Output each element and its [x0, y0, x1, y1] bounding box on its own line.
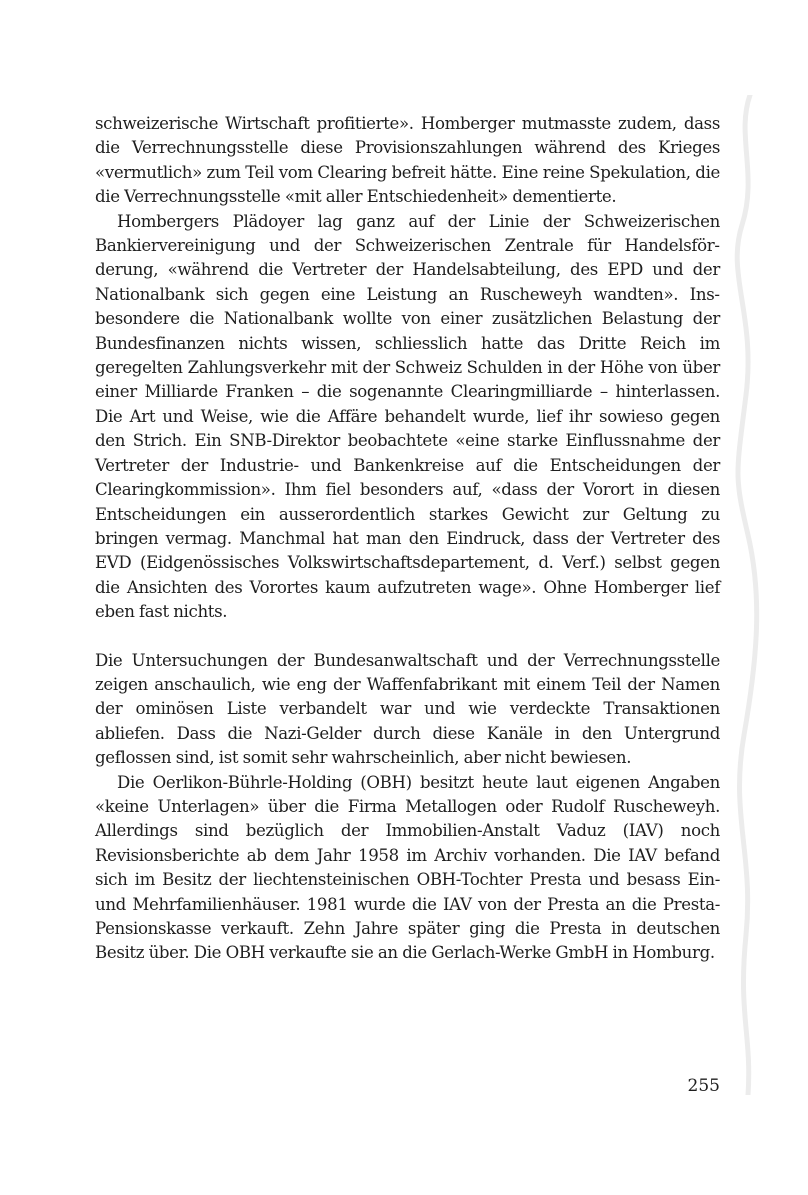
page-number: 255 — [687, 1076, 720, 1096]
scan-edge-shadow — [728, 95, 768, 1095]
page-body — [95, 112, 720, 966]
paragraph-4: Die Oerlikon-Bührle-Holding (OBH) besitzt heute laut eigenen Angaben «keine Unterlagen» über die Firma Metallogen oder Rudolf Ruscheweyh. Allerdings sind bezüglich der Immobilien-Anstalt Vaduz (IAV) noch Revisionsberichte ab dem Jahr 1958 im Archiv vorhanden. Die IAV befand sich im Besitz der liechtensteinischen OBH-Tochter Presta und besass Ein- und Mehrfamilienhäuser. 1981 wurde die IAV von der Presta an die Presta-Pensionskasse verkauft. Zehn Jahre später ging die Presta in deutschen Besitz über. Die OBH verkaufte sie an die Gerlach-Werke GmbH in Homburg. — [95, 772, 720, 963]
paragraph-2: Hombergers Plädoyer lag ganz auf der Linie der Schweizerischen Bankiervereinigung und der Schweizerischen Zentrale für Handelsförderung, «während die Vertreter der Handelsabteilung, des EPD und der Nationalbank sich gegen eine Leistung an Ruscheweyh wandten». Insbesondere die Nationalbank wollte von einer zusätzlichen Belastung der Bundesfinanzen nichts wissen, schliesslich hatte das Dritte Reich im geregelten Zahlungsverkehr mit der Schweiz Schulden in der Höhe von über einer Milliarde Franken – die sogenannte Clearingmilliarde – hinterlassen. Die Art und Weise, wie die Affäre behandelt wurde, lief ihr sowieso gegen den Strich. Ein SNB-Direktor beobachtete «eine starke Einflussnahme der Vertreter der Industrie- und Bankenkreise auf die Entscheidungen der Clearingkommission». Ihm fiel besonders auf, «dass der Vorort in diesen Entscheidungen ein ausserordentlich starkes Gewicht zur Geltung zu bringen vermag. Manchmal hat man den Eindruck, dass der Vertreter des EVD (Eidgenössisches Volkswirtschaftsdepartement, d. Verf.) selbst gegen die Ansichten des Vorortes kaum aufzutreten wage». Ohne Homberger lief eben fast nichts. — [95, 211, 720, 622]
paragraph-1: schweizerische Wirtschaft profitierte». Homberger mutmasste zudem, dass die Verrechnungsstelle diese Provisionszahlungen während des Krieges «vermutlich» zum Teil vom Clearing befreit hätte. Eine reine Spekulation, die die Verrechnungsstelle «mit aller Entschiedenheit» dementierte. — [95, 114, 720, 207]
paragraph-3: Die Untersuchungen der Bundesanwaltschaft und der Verrechnungsstelle zeigen anschaulich, wie eng der Waffenfabrikant mit einem Teil der Namen der ominösen Liste verbandelt war und wie verdeckte Transaktionen abliefen. Dass die Nazi-Gelder durch diese Kanäle in den Untergrund geflossen sind, ist somit sehr wahrscheinlich, aber nicht bewiesen. — [95, 650, 720, 768]
